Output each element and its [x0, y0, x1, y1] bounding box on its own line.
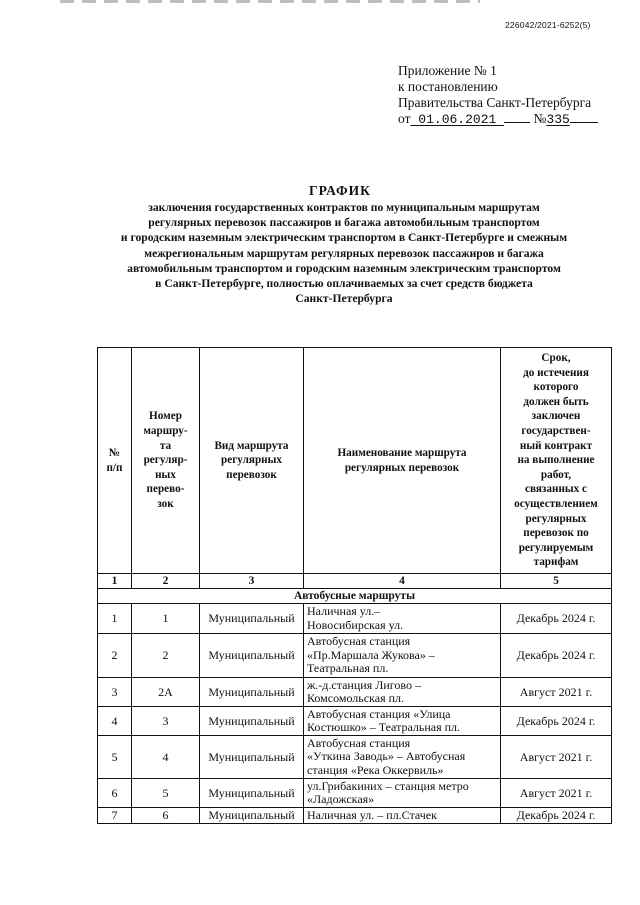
cell-route-type: Муниципальный: [200, 808, 304, 824]
column-number: 5: [501, 574, 612, 589]
column-number: 3: [200, 574, 304, 589]
cell-route-number: 1: [132, 604, 200, 634]
cell-route-name: [304, 678, 501, 707]
header-line: работ,: [540, 468, 572, 481]
route-name-line: Автобусная станция «Улица: [307, 706, 451, 721]
header-line: ный контракт: [519, 439, 593, 452]
header-line: ных: [155, 468, 176, 481]
cell-route-type: Муниципальный: [200, 634, 304, 678]
section-title: Автобусные маршруты: [98, 589, 612, 604]
header-line: та: [159, 439, 172, 452]
route-name-line: Комсомольская пл.: [307, 691, 404, 705]
header-line: регуляр-: [143, 454, 188, 467]
appendix-line-2: к постановлению: [398, 79, 498, 94]
cell-num: 4: [98, 707, 132, 736]
header-line: перевозок: [226, 468, 277, 481]
route-name-line: Театральная пл.: [307, 661, 389, 676]
document-title: ГРАФИК: [309, 183, 371, 198]
schedule-table: [97, 347, 612, 824]
column-number: 1: [98, 574, 132, 589]
route-name-line: Автобусная станция: [307, 735, 411, 750]
route-name-line: ж.-д.станция Лигово –: [307, 677, 421, 692]
cell-num: 6: [98, 779, 132, 808]
header-num: [98, 348, 132, 574]
column-number: 4: [304, 574, 501, 589]
subtitle-line: регулярных перевозок пассажиров и багажа автомобильным транспортом: [148, 216, 540, 230]
table-row: [98, 604, 612, 634]
header-line: Наименование маршрута: [337, 446, 467, 459]
header-line: №: [108, 446, 121, 459]
header-line: Вид маршрута: [214, 439, 289, 452]
header-line: до истечения: [523, 366, 589, 379]
subtitle-line: заключения государственных контрактов по муниципальным маршрутам: [148, 201, 540, 214]
cell-route-number: 2: [132, 634, 200, 678]
header-line: которого: [533, 381, 579, 394]
header-line: маршру-: [143, 425, 188, 438]
cell-route-type: Муниципальный: [200, 779, 304, 808]
cell-route-type: Муниципальный: [200, 707, 304, 736]
cell-deadline: Декабрь 2024 г.: [501, 634, 612, 678]
cell-route-number: 3: [132, 707, 200, 736]
subtitle-line: в Санкт-Петербурге, полностью оплачиваемых за счет средств бюджета: [155, 277, 533, 291]
scan-top-mark: [60, 0, 480, 3]
header-route-name: [304, 348, 501, 574]
route-name-line: «Уткина Заводь» – Автобусная: [307, 749, 466, 764]
header-line: тарифам: [533, 556, 579, 569]
header-line: Номер: [149, 410, 182, 423]
header-line: Срок,: [541, 352, 571, 365]
route-name-line: «Пр.Маршала Жукова» –: [307, 647, 435, 662]
header-deadline: [501, 348, 612, 574]
appendix-line-1: Приложение № 1: [398, 63, 497, 78]
header-line: зок: [157, 497, 174, 510]
header-line: заключен: [531, 410, 581, 423]
header-line: регулярных: [221, 454, 282, 467]
decree-number: 335: [546, 112, 570, 127]
cell-deadline: Август 2021 г.: [501, 678, 612, 707]
table-row: [98, 779, 612, 808]
table-row: [98, 678, 612, 707]
route-name-line: Новосибирская ул.: [307, 617, 404, 632]
cell-deadline: Август 2021 г.: [501, 736, 612, 779]
cell-num: 5: [98, 736, 132, 779]
cell-route-number: 5: [132, 779, 200, 808]
appendix-line-3: Правительства Санкт-Петербурга: [398, 95, 592, 110]
cell-deadline: Декабрь 2024 г.: [501, 707, 612, 736]
cell-route-number: 4: [132, 736, 200, 779]
table-row: [98, 707, 612, 736]
document-id: 226042/2021-6252(5): [505, 20, 591, 30]
header-line: осуществлением: [514, 497, 598, 510]
column-number: 2: [132, 574, 200, 589]
cell-route-number: 2А: [132, 678, 200, 707]
route-name-line: «Ладожская»: [307, 792, 375, 806]
table-row: [98, 736, 612, 779]
route-name-line: станция «Река Оккервиль»: [307, 762, 444, 777]
cell-route-name: [304, 808, 501, 824]
route-name-line: Автобусная станция: [307, 634, 411, 649]
header-route-number: [132, 348, 200, 574]
cell-route-type: Муниципальный: [200, 736, 304, 779]
cell-num: 7: [98, 808, 132, 824]
header-line: государствен-: [521, 425, 591, 438]
table-row: [98, 808, 612, 824]
header-line: на выполнение: [517, 454, 595, 467]
cell-route-name: [304, 634, 501, 678]
route-name-line: Наличная ул.–: [307, 604, 381, 619]
column-number-row: [98, 574, 612, 589]
from-label: от: [398, 111, 411, 126]
cell-num: 3: [98, 678, 132, 707]
header-line: должен быть: [523, 395, 589, 408]
table-header-row: [98, 348, 612, 574]
cell-route-type: Муниципальный: [200, 604, 304, 634]
header-route-type: [200, 348, 304, 574]
cell-route-name: [304, 779, 501, 808]
cell-route-number: 6: [132, 808, 200, 824]
cell-deadline: Декабрь 2024 г.: [501, 808, 612, 824]
header-line: перевозок по: [523, 527, 589, 540]
cell-route-name: [304, 736, 501, 779]
header-line: перево-: [146, 483, 185, 496]
cell-route-type: Муниципальный: [200, 678, 304, 707]
cell-route-name: [304, 604, 501, 634]
document-subtitle: [70, 200, 618, 306]
header-line: регулярных перевозок: [344, 461, 460, 474]
subtitle-line: межрегиональным маршрутам регулярных перевозок пассажиров и багажа: [144, 246, 544, 260]
header-line: регулярных: [525, 512, 587, 525]
number-label: №: [533, 111, 547, 126]
header-line: регулируемым: [518, 541, 594, 554]
cell-deadline: Декабрь 2024 г.: [501, 604, 612, 634]
cell-deadline: Август 2021 г.: [501, 779, 612, 808]
cell-num: 2: [98, 634, 132, 678]
subtitle-line: автомобильным транспортом и городским наземным электрическим транспортом: [127, 261, 561, 275]
section-row: [98, 589, 612, 604]
route-name-line: ул.Грибакиних – станция метро: [307, 778, 469, 793]
header-line: связанных с: [525, 483, 587, 496]
appendix-block: [398, 63, 598, 128]
table-row: [98, 634, 612, 678]
subtitle-line: Санкт-Петербурга: [295, 292, 393, 306]
subtitle-line: и городским наземным электрическим транспортом в Санкт-Петербурге и смежным: [120, 231, 568, 245]
decree-date: 01.06.2021: [418, 112, 497, 127]
cell-num: 1: [98, 604, 132, 634]
appendix-date-line: [398, 111, 598, 128]
header-line: п/п: [106, 461, 123, 474]
route-name-line: Наличная ул. – пл.Стачек: [307, 807, 437, 822]
route-name-line: Костюшко» – Театральная пл.: [307, 720, 461, 734]
cell-route-name: [304, 707, 501, 736]
